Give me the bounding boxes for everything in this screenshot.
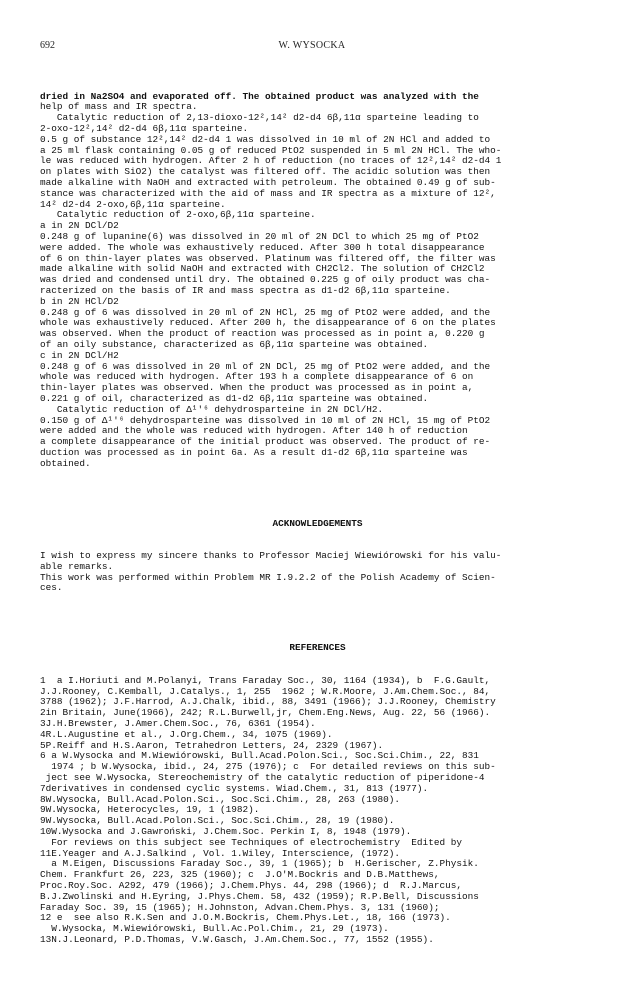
reference-line: W.Wysocka, M.Wiewiórowski, Bull.Ac.Pol.Chim., 21, 29 (1973). (40, 924, 389, 935)
text-line: c in 2N DCl/H2 (40, 350, 119, 361)
reference-line: B.J.Zwolinski and H.Eyring, J.Phys.Chem. 58, 432 (1959); R.P.Bell, Discussions (40, 891, 479, 902)
text-line: dried in Na2SO4 and evaporated off. The obtained product was analyzed with the (40, 91, 479, 102)
reference-line: 3J.H.Brewster, J.Amer.Chem.Soc., 76, 6361 (1954). (40, 719, 316, 730)
references-heading: REFERENCES (289, 643, 346, 654)
text-line: 0.150 g of Δ¹'⁶ dehydrosparteine was dissolved in 10 ml of 2N HCl, 15 mg of PtO2 (40, 415, 491, 426)
reference-line: 8W.Wysocka, Bull.Acad.Polon.Sci., Soc.Sci.Chim., 28, 263 (1980). (40, 794, 401, 805)
reference-line: 12 e see also R.K.Sen and J.O.M.Bockris, Chem.Phys.Let., 18, 166 (1973). (40, 913, 451, 924)
text-line: help of mass and IR spectra. (40, 102, 198, 113)
text-line: a complete disappearance of the initial product was observed. The product of re- (40, 437, 491, 448)
text-line: whole was reduced with hydrogen. After 193 h a complete disappearance of 6 on (40, 372, 474, 383)
running-head: W. WYSOCKA (278, 40, 346, 51)
reference-line: J.J.Rooney, C.Kemball, J.Catalys., 1, 255 1962 ; W.R.Moore, J.Am.Chem.Soc., 84, (40, 686, 491, 697)
acknowledgements-text (40, 551, 595, 594)
article-body (40, 70, 595, 967)
reference-line: 6 a W.Wysocka and M.Wiewiórowski, Bull.Acad.Polon.Sci., Soc.Sci.Chim., 22, 831 (40, 751, 479, 762)
reference-line: 11E.Yeager and A.J.Salkind , Vol. 1.Wiley, Interscience, (1972). (40, 848, 401, 859)
text-line: made alkaline with NaOH and extracted with petroleum. The obtained 0.49 g of sub- (40, 177, 496, 188)
text-line: 14² d2-d4 2-oxo,6β,11α sparteine. (40, 199, 226, 210)
text-line: Catalytic reduction of 2-oxo,6β,11α sparteine. (40, 210, 316, 221)
text-line: were added. The whole was exhaustively reduced. After 300 h total disappearance (40, 242, 485, 253)
text-line: of an oily substance, characterized as 6β,11α sparteine was obtained. (40, 339, 429, 350)
reference-line: 1974 ; b W.Wysocka, ibid., 24, 275 (1976); c For detailed reviews on this sub- (40, 762, 496, 773)
text-line: thin-layer plates was observed. When the product was processed as in point a, (40, 383, 474, 394)
acknowledgement-line: This work was performed within Problem MR I.9.2.2 of the Polish Academy of Scien- (40, 572, 496, 583)
reference-line: a M.Eigen, Discussions Faraday Soc., 39, 1 (1965); b H.Gerischer, Z.Physik. (40, 859, 479, 870)
text-line: 0.221 g of oil, characterized as d1-d2 6β,11α sparteine was obtained. (40, 393, 429, 404)
reference-line: 1 a I.Horiuti and M.Polanyi, Trans Faraday Soc., 30, 1164 (1934), b F.G.Gault, (40, 675, 491, 686)
text-line: le was reduced with hydrogen. After 2 h of reduction (no traces of 12²,14² d2-d4 1 (40, 156, 502, 167)
text-line: obtained. (40, 458, 91, 469)
page-number: 692 (40, 40, 55, 51)
text-line: a in 2N DCl/D2 (40, 221, 119, 232)
reference-line: 5P.Reiff and H.S.Aaron, Tetrahedron Letters, 24, 2329 (1967). (40, 740, 384, 751)
text-line: 0.248 g of 6 was dissolved in 20 ml of 2N HCl, 25 mg of PtO2 were added, and the (40, 307, 491, 318)
reference-line: 2in Britain, June(1966), 242; R.L.Burwell,jr, Chem.Eng.News, Aug. 22, 56 (1966). (40, 708, 491, 719)
text-line: stance was characterized with the aid of mass and IR spectra as a mixture of 12², (40, 188, 496, 199)
acknowledgement-line: ces. (40, 583, 63, 594)
reference-line: 9W.Wysocka, Heterocycles, 19, 1 (1982). (40, 805, 260, 816)
text-line: racterized on the basis of IR and mass spectra as d1-d2 6β,11α sparteine. (40, 285, 451, 296)
reference-line: Proc.Roy.Soc. A292, 479 (1966); J.Chem.Phys. 44, 298 (1966); d R.J.Marcus, (40, 880, 462, 891)
text-line: made alkaline with solid NaOH and extracted with CH2Cl2. The solution of CH2Cl2 (40, 264, 485, 275)
text-line: 0.5 g of substance 12²,14² d2-d4 1 was dissolved in 10 ml of 2N HCl and added to (40, 134, 491, 145)
text-line: of 6 on thin-layer plates was observed. Platinum was filtered off, the filter was (40, 253, 496, 264)
reference-line: 4R.L.Augustine et al., J.Org.Chem., 34, 1075 (1969). (40, 729, 333, 740)
experimental-text (40, 92, 595, 470)
acknowledgement-line: able remarks. (40, 561, 114, 572)
reference-line: 3788 (1962); J.F.Harrod, A.J.Chalk, ibid., 88, 3491 (1966); J.J.Rooney, Chemistry (40, 697, 496, 708)
text-line: Catalytic reduction of Δ¹'⁶ dehydrosparteine in 2N DCl/H2. (40, 404, 384, 415)
text-line: duction was processed as in point 6a. As a result d1-d2 6β,11α sparteine was (40, 447, 468, 458)
text-line: whole was exhaustively reduced. After 200 h, the disappearance of 6 on the plates (40, 318, 496, 329)
acknowledgements-heading: ACKNOWLEDGEMENTS (272, 518, 363, 529)
text-line: was observed. When the product of reaction was processed as in point a, 0.220 g (40, 329, 485, 340)
text-line: 0.248 g of lupanine(6) was dissolved in 20 ml of 2N DCl to which 25 mg of PtO2 (40, 231, 479, 242)
text-line: 2-oxo-12²,14² d2-d4 6β,11α sparteine. (40, 123, 249, 134)
references-list (40, 676, 595, 946)
text-line: Catalytic reduction of 2,13-dioxo-12²,14² d2-d4 6β,11α sparteine leading to (40, 113, 479, 124)
text-line: 0.248 g of 6 was dissolved in 20 ml of 2N DCl, 25 mg of PtO2 were added, and the (40, 361, 491, 372)
reference-line: 10W.Wysocka and J.Gawroński, J.Chem.Soc. Perkin I, 8, 1948 (1979). (40, 826, 412, 837)
reference-line: 13N.J.Leonard, P.D.Thomas, V.W.Gasch, J.Am.Chem.Soc., 77, 1552 (1955). (40, 934, 434, 945)
text-line: on plates with SiO2) the catalyst was filtered off. The acidic solution was then (40, 167, 491, 178)
text-line: a 25 ml flask containing 0.05 g of reduced PtO2 suspended in 5 ml 2N HCl. The who- (40, 145, 502, 156)
reference-line: 9W.Wysocka, Bull.Acad.Polon.Sci., Soc.Sci.Chim., 28, 19 (1980). (40, 816, 395, 827)
text-line: b in 2N HCl/D2 (40, 296, 119, 307)
text-line: was dried and condensed until dry. The obtained 0.225 g of oily product was cha- (40, 275, 491, 286)
reference-line: Chem. Frankfurt 26, 223, 325 (1960); c J.O'M.Bockris and D.B.Matthews, (40, 870, 440, 881)
reference-line: Faraday Soc. 39, 15 (1965); H.Johnston, Advan.Chem.Phys. 3, 131 (1960); (40, 902, 440, 913)
reference-line: ject see W.Wysocka, Stereochemistry of the catalytic reduction of piperidone-4 (40, 773, 485, 783)
text-line: were added and the whole was reduced with hydrogen. After 140 h of reduction (40, 426, 468, 437)
acknowledgement-line: I wish to express my sincere thanks to Professor Maciej Wiewiórowski for his valu- (40, 551, 502, 562)
reference-line: For reviews on this subject see Techniques of electrochemistry Edited by (40, 837, 462, 848)
reference-line: 7derivatives in condensed cyclic systems. Wiad.Chem., 31, 813 (1977). (40, 783, 429, 794)
